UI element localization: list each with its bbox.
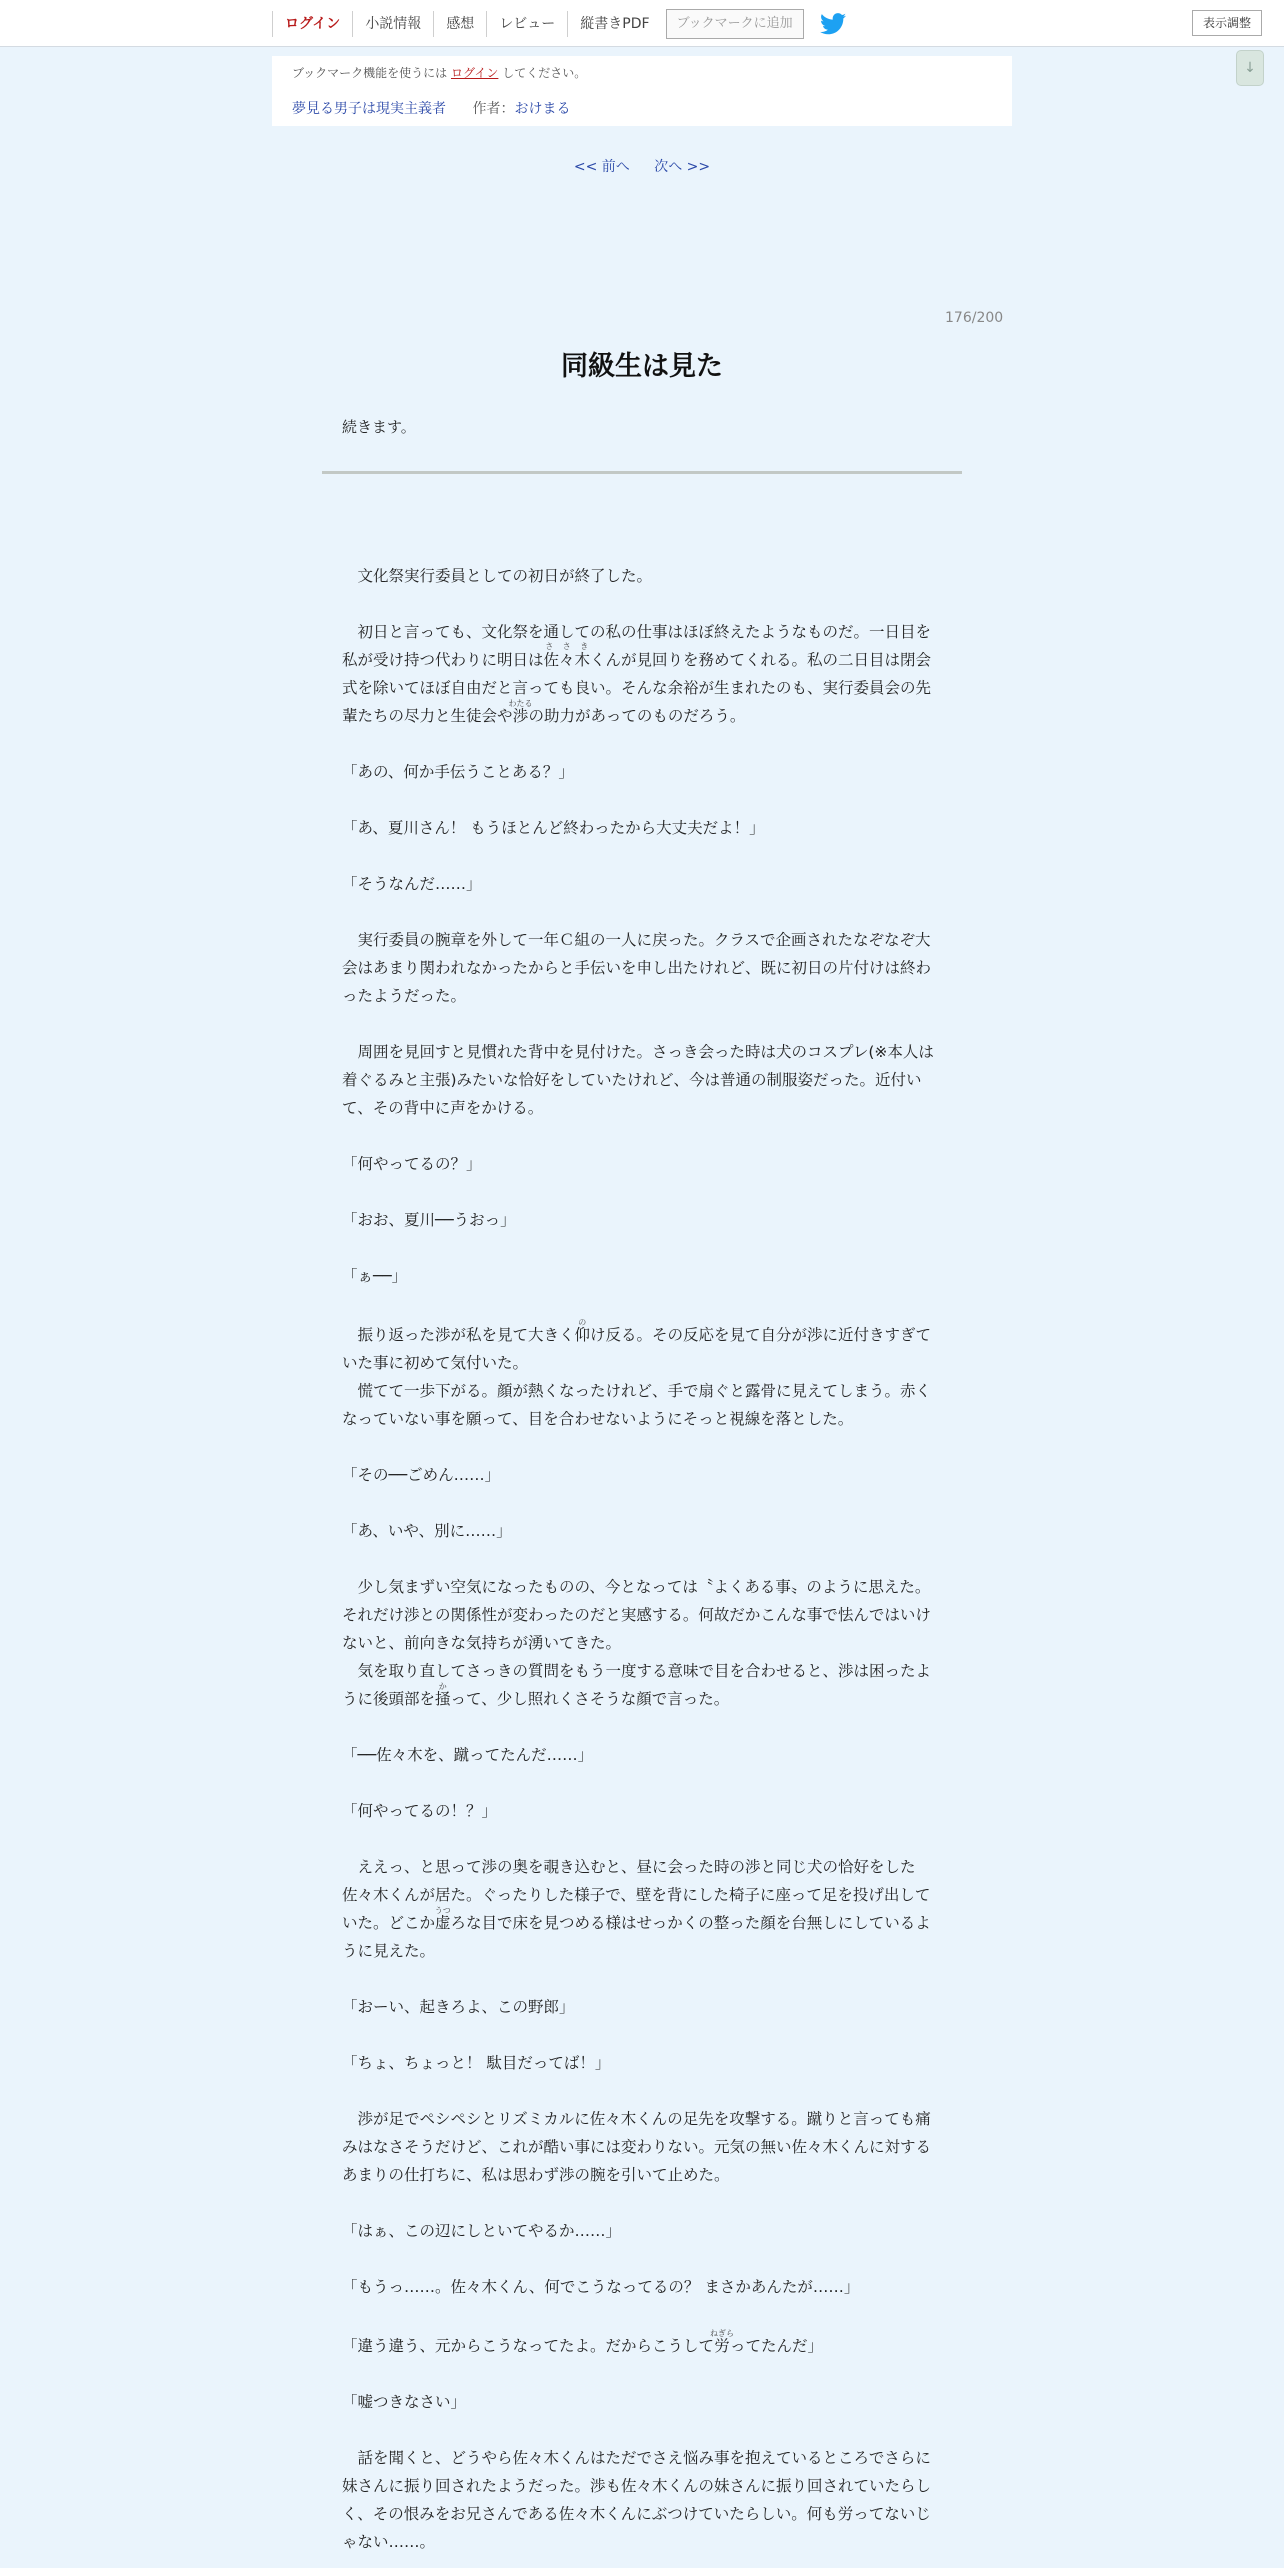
nav-review-link[interactable]: レビュー [486,11,567,37]
body-paragraph: 少し気まずい空気になったものの、今となっては〝よくある事〟のように思えた。それだけ渉との関係性が変わったのだと実感する。何故だかこんな事で怯んではいけないと、前向きな気持ちが湧いてきた。 [342,1578,931,1652]
body-paragraph: 「あの、何か手伝うことある？」 [342,763,574,781]
ruby-neno: 労ねぎら [710,2329,735,2355]
add-bookmark-button[interactable]: ブックマークに追加 [666,9,804,39]
episode-body [342,562,942,2556]
novel-info-box [272,56,1012,126]
ruby-kaku: 掻か [435,1682,451,1708]
body-paragraph: 「あ、夏川さん！ もうほとんど終わったから大丈夫だよ！」 [342,819,765,837]
body-paragraph: 「その──ごめん……」 [342,1466,501,1484]
body-paragraph: 文化祭実行委員としての初日が終了した。 [342,567,653,585]
body-paragraph: 「ちょ、ちょっと！ 駄目だってば！」 [342,2054,611,2072]
top-navigation-bar [0,0,1284,47]
body-paragraph: 実行委員の腕章を外して一年Ｃ組の一人に戻った。クラスで企画されたなぞなぞ大会はあまり関われなかったからと手伝いを申し出たけれど、既に初日の片付けは終わったようだった。 [342,931,932,1005]
display-settings-button[interactable]: 表示調整 [1192,10,1262,36]
body-paragraph: 「嘘つきなさい」 [342,2393,467,2411]
ruby-nokezoru: 仰の [574,1318,591,1344]
bookmark-notice-prefix: ブックマーク機能を使うには [292,66,451,80]
prev-episode-link[interactable]: << 前へ [573,159,630,175]
body-paragraph: 周囲を見回すと見慣れた背中を見付けた。さっき会った時は犬のコスプレ(※本人は着ぐるみと主張)みたいな恰好をしていたけれど、今は普通の制服姿だった。近付いて、その背中に声をかける。 [342,1043,934,1117]
episode-pager [0,156,1284,176]
body-paragraph: 話を聞くと、どうやら佐々木くんはただでさえ悩み事を抱えているところでさらに妹さんに振り回されたようだった。渉も佐々木くんの妹さんに振り回されていたらしく、その恨みをお兄さんである佐々木くんにぶつけていたらしい。何も労ってないじゃない……。 [342,2449,932,2551]
novel-title-link[interactable]: 夢見る男子は現実主義者 [292,101,446,117]
scroll-down-button[interactable]: ↓ [1236,50,1264,86]
body-paragraph: 「はぁ、この辺にしといてやるか……」 [342,2222,622,2240]
main-nav [272,8,846,40]
next-episode-link[interactable]: 次へ >> [654,159,711,175]
nav-login-link[interactable]: ログイン [272,11,352,37]
episode-preface: 続きます。 [342,418,416,436]
body-paragraph: 気を取り直してさっきの質問をもう一度する意味で目を合わせると、渉は困ったように後頭部を掻かって、少し照れくさそうな顔で言った。 [342,1662,932,1708]
author-link[interactable]: おけまる [514,101,571,117]
body-paragraph: 渉が足でペシペシとリズミカルに佐々木くんの足先を攻撃する。蹴りと言っても痛みはなさそうだけど、これが酷い事には変わりない。元気の無い佐々木くんに対するあまりの仕打ちに、私は思わず渉の腕を引いて止めた。 [342,2110,932,2184]
body-paragraph: 「違う違う、元からこうなってたよ。だからこうして労ねぎらってたんだ」 [342,2329,824,2355]
body-paragraph: 「おーい、起きろよ、この野郎」 [342,1998,575,2016]
twitter-icon[interactable] [820,13,846,35]
episode-counter: 176/200 [945,310,1004,326]
body-paragraph: 初日と言っても、文化祭を通しての私の仕事はほぼ終えたようなものだ。一日目を私が受け持つ代わりに明日は佐々木さ さ きくんが見回りを務めてくれる。私の二日目は閉会式を除いてほぼ自由だと言っても良い。そんな余裕が生まれたのも、実行委員会の先輩たちの尽力と生徒会や渉わたるの助力があってのものだろう。 [342,623,932,725]
novel-title-line [292,98,570,118]
bookmark-notice-suffix: してください。 [498,66,587,80]
bookmark-login-link[interactable]: ログイン [450,66,499,80]
preface-divider [322,471,962,474]
ruby-utsuro: 虚うつ [434,1906,451,1932]
body-paragraph: 「ぁ──」 [342,1267,408,1285]
body-paragraph: 「あ、いや、別に……」 [342,1522,512,1540]
nav-novel-info-link[interactable]: 小説情報 [352,11,433,37]
body-paragraph: 「そうなんだ……」 [342,875,482,893]
body-paragraph: 振り返った渉が私を見て大きく仰のけ反る。その反応を見て自分が渉に近付きすぎていた事に初めて気付いた。 [342,1318,932,1372]
body-paragraph: 慌てて一歩下がる。顔が熱くなったけれど、手で扇ぐと露骨に見えてしまう。赤くなっていない事を願って、目を合わせないようにそっと視線を落とした。 [342,1382,932,1428]
bookmark-notice [292,64,586,81]
author-label: 作者： [472,101,515,117]
body-paragraph: 「──佐々木を、蹴ってたんだ……」 [342,1746,594,1764]
body-paragraph: 「何やってるの？」 [342,1155,482,1173]
ruby-sasaki: 佐々木さ さ き [543,642,591,669]
body-paragraph: 「何やってるの！？」 [342,1802,498,1820]
episode-title: 同級生は見た [561,351,723,382]
ruby-wataru: 渉わたる [508,699,533,725]
body-paragraph: 「おお、夏川──うおっ」 [342,1211,516,1229]
body-paragraph: 「もうっ……。佐々木くん、何でこうなってるの？ まさかあんたが……」 [342,2278,860,2296]
body-paragraph: ええっ、と思って渉の奥を覗き込むと、昼に会った時の渉と同じ犬の恰好をした佐々木くんが居た。ぐったりした様子で、壁を背にした椅子に座って足を投げ出していた。どこか虚うつろな目で床を見つめる様はせっかくの整った顔を台無しにしているように見えた。 [342,1858,931,1960]
nav-impressions-link[interactable]: 感想 [433,11,486,37]
nav-vertical-pdf-link[interactable]: 縦書きPDF [567,11,661,37]
